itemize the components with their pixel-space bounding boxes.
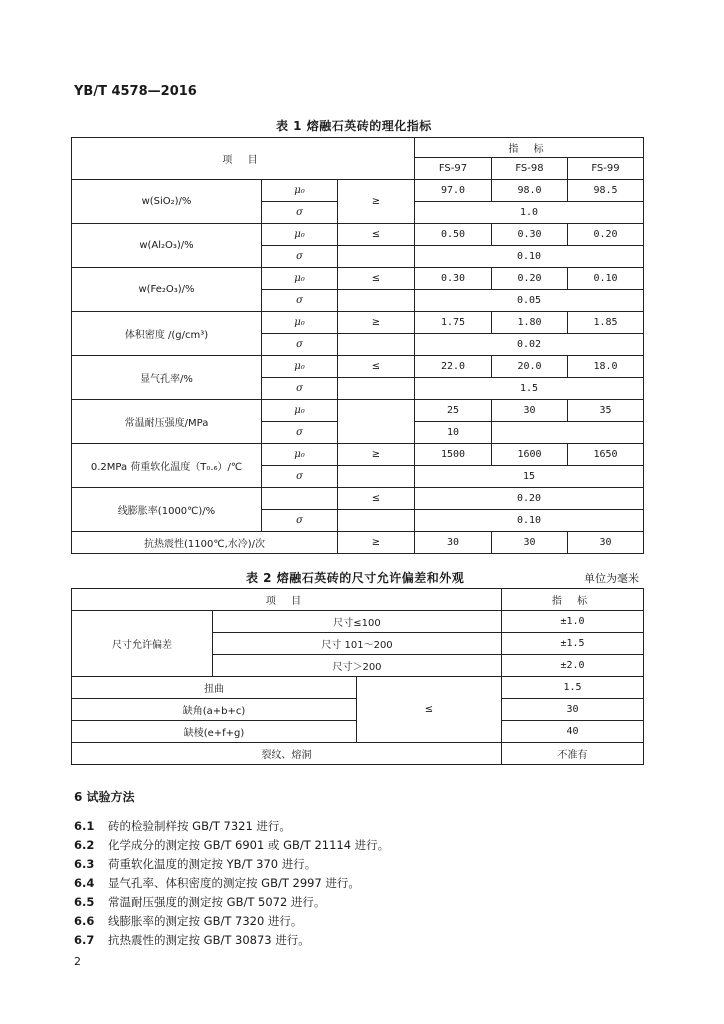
operator: ≤ xyxy=(338,268,415,290)
dim-tolerance-label: 尺寸允许偏差 xyxy=(72,611,213,677)
table1-head-item: 项 目 xyxy=(72,138,415,180)
value-cell: 97.0 xyxy=(415,180,492,202)
sd-cell: 0.10 xyxy=(415,246,644,268)
test-method-line xyxy=(74,932,310,948)
sd-cell: 0.10 xyxy=(415,510,644,532)
table2-caption: 表 2 熔融石英砖的尺寸允许偏差和外观 xyxy=(246,571,465,585)
row-name: 线膨胀率(1000℃)/% xyxy=(72,488,262,532)
row-name: 显气孔率/% xyxy=(72,356,262,400)
grade-fs99: FS-99 xyxy=(568,158,644,180)
sigma-symbol: σ xyxy=(262,510,338,532)
operator: ≤ xyxy=(338,488,415,510)
defect-label: 扭曲 xyxy=(72,677,357,699)
table1-head-index: 指 标 xyxy=(415,138,644,158)
value-cell: 35 xyxy=(568,400,644,422)
value-cell: 1500 xyxy=(415,444,492,466)
table2 xyxy=(71,588,644,765)
clause-text: 线膨胀率的测定按 GB/T 7320 进行。 xyxy=(108,914,303,928)
page-number: 2 xyxy=(74,955,81,968)
dim-value: ±1.0 xyxy=(502,611,644,633)
standard-number: YB/T 4578—2016 xyxy=(74,84,197,99)
operator: ≤ xyxy=(338,356,415,378)
row-name: w(SiO₂)/% xyxy=(72,180,262,224)
value-cell: 0.10 xyxy=(568,268,644,290)
defect-label: 缺棱(e+f+g) xyxy=(72,721,357,743)
sd-cell: 0.02 xyxy=(415,334,644,356)
table1-caption: 表 1 熔融石英砖的理化指标 xyxy=(276,119,432,133)
dim-value: ±2.0 xyxy=(502,655,644,677)
mu-symbol: μ₀ xyxy=(262,224,338,246)
value-cell: 1.80 xyxy=(492,312,568,334)
sigma-symbol: σ xyxy=(262,334,338,356)
value-cell: 18.0 xyxy=(568,356,644,378)
crack-label: 裂纹、熔洞 xyxy=(72,743,502,765)
value-cell: 0.20 xyxy=(568,224,644,246)
row-name: 常温耐压强度/MPa xyxy=(72,400,262,444)
row-name: 抗热震性(1100℃,水冷)/次 xyxy=(72,532,338,554)
clause-number: 6.3 xyxy=(74,857,95,871)
sd-cell: 10 xyxy=(415,422,492,444)
row-name: 体积密度 /(g/cm³) xyxy=(72,312,262,356)
defect-label: 缺角(a+b+c) xyxy=(72,699,357,721)
sd-cell: 1.0 xyxy=(415,202,644,224)
operator: ≥ xyxy=(338,312,415,334)
value-cell: 30 xyxy=(568,532,644,554)
sigma-symbol: σ xyxy=(262,202,338,224)
value-cell: 1.85 xyxy=(568,312,644,334)
row-name: w(Fe₂O₃)/% xyxy=(72,268,262,312)
sigma-symbol: σ xyxy=(262,246,338,268)
value-cell: 1.75 xyxy=(415,312,492,334)
value-cell: 30 xyxy=(415,532,492,554)
operator: ≤ xyxy=(357,677,502,743)
operator xyxy=(338,400,415,444)
table2-unit: 单位为毫米 xyxy=(584,572,639,585)
sigma-symbol: σ xyxy=(262,466,338,488)
value-cell: 0.20 xyxy=(415,488,644,510)
crack-value: 不准有 xyxy=(502,743,644,765)
dim-value: ±1.5 xyxy=(502,633,644,655)
operator: ≥ xyxy=(338,180,415,224)
value-cell: 98.5 xyxy=(568,180,644,202)
clause-number: 6.4 xyxy=(74,876,95,890)
operator: ≤ xyxy=(338,224,415,246)
value-cell: 1650 xyxy=(568,444,644,466)
test-method-line xyxy=(74,837,389,853)
grade-fs98: FS-98 xyxy=(492,158,568,180)
clause-number: 6.2 xyxy=(74,838,95,852)
clause-text: 抗热震性的测定按 GB/T 30873 进行。 xyxy=(108,933,310,947)
clause-text: 砖的检验制样按 GB/T 7321 进行。 xyxy=(108,819,291,833)
mu-symbol: μ₀ xyxy=(262,312,338,334)
test-method-line xyxy=(74,894,325,910)
mu-symbol: μ₀ xyxy=(262,400,338,422)
value-cell: 0.30 xyxy=(415,268,492,290)
mu-symbol: μ₀ xyxy=(262,180,338,202)
row-name: w(Al₂O₃)/% xyxy=(72,224,262,268)
value-cell: 20.0 xyxy=(492,356,568,378)
mu-symbol: μ₀ xyxy=(262,444,338,466)
dim-range: 尺寸≤100 xyxy=(213,611,502,633)
sd-cell: 1.5 xyxy=(415,378,644,400)
grade-fs97: FS-97 xyxy=(415,158,492,180)
operator: ≥ xyxy=(338,532,415,554)
clause-text: 常温耐压强度的测定按 GB/T 5072 进行。 xyxy=(108,895,326,909)
value-cell: 22.0 xyxy=(415,356,492,378)
defect-value: 40 xyxy=(502,721,644,743)
value-cell: 25 xyxy=(415,400,492,422)
clause-text: 化学成分的测定按 GB/T 6901 或 GB/T 21114 进行。 xyxy=(108,838,390,852)
sigma-symbol: σ xyxy=(262,422,338,444)
clause-number: 6.6 xyxy=(74,914,95,928)
table2-head-index: 指 标 xyxy=(502,589,644,611)
test-method-line xyxy=(74,875,360,891)
sd-cell: 15 xyxy=(415,466,644,488)
sigma-symbol: σ xyxy=(262,290,338,312)
clause-number: 6.7 xyxy=(74,933,95,947)
clause-number: 6.5 xyxy=(74,895,95,909)
test-method-line xyxy=(74,856,316,872)
clause-text: 显气孔率、体积密度的测定按 GB/T 2997 进行。 xyxy=(108,876,360,890)
value-cell: 0.20 xyxy=(492,268,568,290)
value-cell: 0.30 xyxy=(492,224,568,246)
mu-symbol: μ₀ xyxy=(262,268,338,290)
sigma-symbol: σ xyxy=(262,378,338,400)
test-method-line xyxy=(74,913,302,929)
table2-head-item: 项 目 xyxy=(72,589,502,611)
clause-text: 荷重软化温度的测定按 YB/T 370 进行。 xyxy=(108,857,317,871)
value-cell: 30 xyxy=(492,532,568,554)
table1 xyxy=(71,137,644,554)
value-cell: 98.0 xyxy=(492,180,568,202)
defect-value: 1.5 xyxy=(502,677,644,699)
row-name: 0.2MPa 荷重软化温度（T₀.₆）/℃ xyxy=(72,444,262,488)
defect-value: 30 xyxy=(502,699,644,721)
section-title: 6 试验方法 xyxy=(74,790,135,804)
value-cell: 30 xyxy=(492,400,568,422)
dim-range: 尺寸＞200 xyxy=(213,655,502,677)
dim-range: 尺寸 101～200 xyxy=(213,633,502,655)
test-method-line xyxy=(74,818,291,834)
operator: ≥ xyxy=(338,444,415,466)
clause-number: 6.1 xyxy=(74,819,95,833)
value-cell: 0.50 xyxy=(415,224,492,246)
mu-symbol: μ₀ xyxy=(262,356,338,378)
value-cell: 1600 xyxy=(492,444,568,466)
sd-cell: 0.05 xyxy=(415,290,644,312)
